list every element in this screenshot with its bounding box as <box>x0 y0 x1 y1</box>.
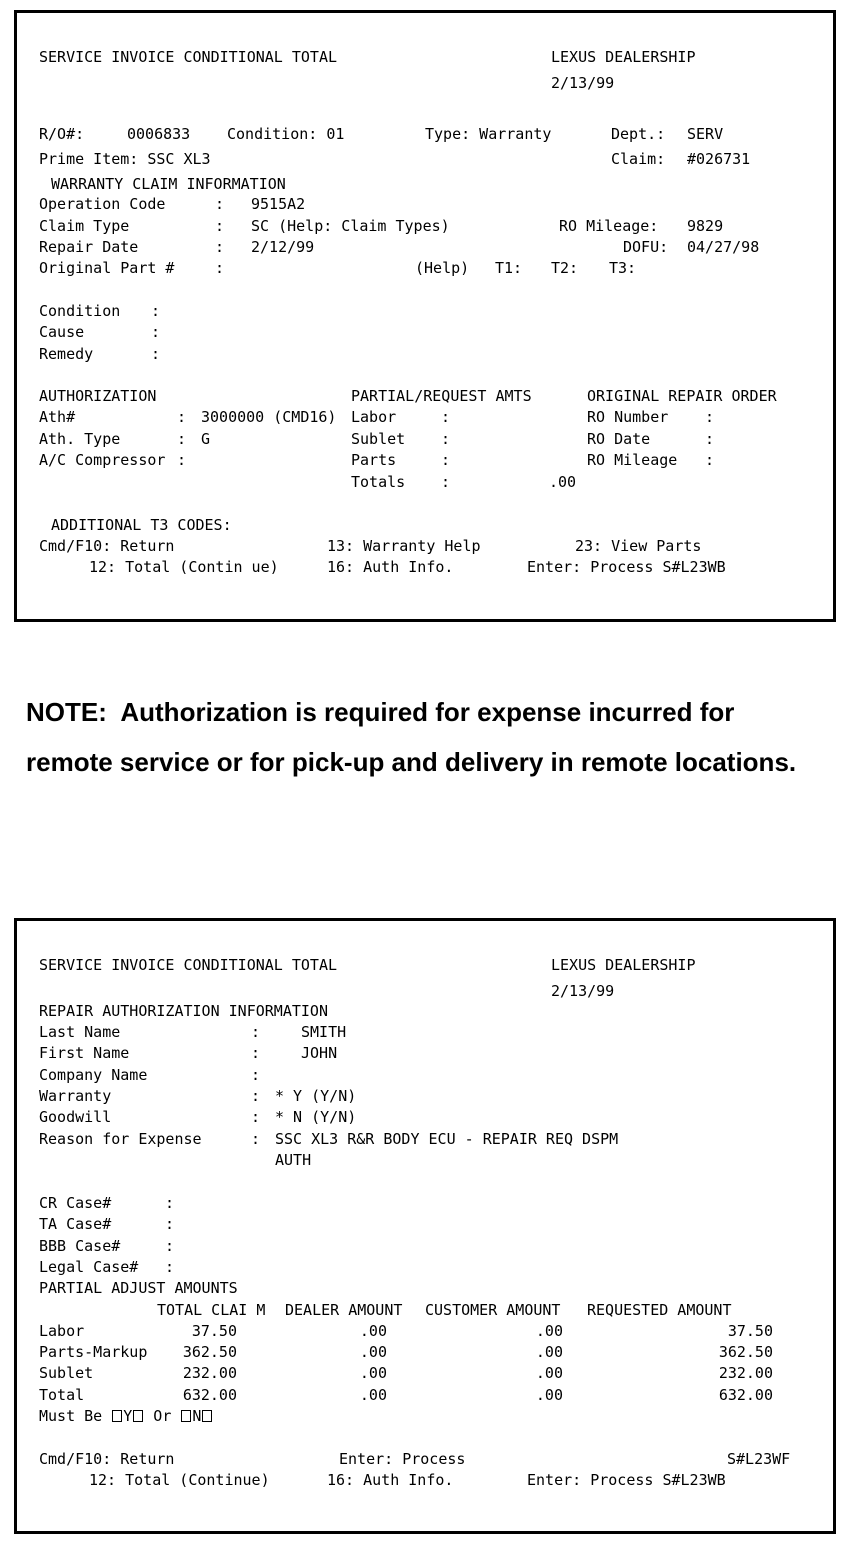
ro-number-field[interactable]: : <box>705 408 715 426</box>
repair-date-field[interactable]: 2/12/99 <box>251 238 315 256</box>
parts-label: Parts <box>351 451 397 469</box>
screen-title: SERVICE INVOICE CONDITIONAL TOTAL <box>39 956 338 974</box>
row-label: Labor <box>39 1322 85 1340</box>
t1-field[interactable]: T1: <box>495 259 523 277</box>
screen-id: S#L23WF <box>727 1450 791 1468</box>
remedy-field[interactable]: : <box>151 345 161 363</box>
authorization-header: AUTHORIZATION <box>39 387 157 405</box>
ta-case-field[interactable]: : <box>165 1215 175 1233</box>
legal-case-field[interactable]: : <box>165 1258 175 1276</box>
warranty-section-header: WARRANTY CLAIM INFORMATION <box>51 175 286 193</box>
company-name-label: Company Name <box>39 1066 148 1084</box>
customer-amount-cell[interactable]: .00 <box>535 1343 563 1361</box>
dealer-name: LEXUS DEALERSHIP <box>551 48 696 66</box>
totals-value: .00 <box>549 473 577 491</box>
dealer-amount-cell[interactable]: .00 <box>359 1343 387 1361</box>
dealer-amount-cell[interactable]: .00 <box>359 1322 387 1340</box>
ro-label: R/O#: <box>39 125 85 143</box>
totals-label: Totals <box>351 473 406 491</box>
return-command[interactable]: Cmd/F10: Return <box>39 537 175 555</box>
quote-box-icon <box>133 1410 143 1422</box>
dealer-amount-cell[interactable]: .00 <box>359 1364 387 1382</box>
total-claim-cell: 232.00 <box>182 1364 237 1382</box>
dealer-name: LEXUS DEALERSHIP <box>551 956 696 974</box>
condition-label: Condition <box>39 302 121 320</box>
warranty-label: Warranty <box>39 1087 112 1105</box>
ro-mileage-value: 9829 <box>687 217 724 235</box>
colon: : <box>251 1108 261 1126</box>
goodwill-label: Goodwill <box>39 1108 112 1126</box>
screen-date: 2/13/99 <box>551 982 615 1000</box>
claim-type-summary: Type: Warranty <box>425 125 552 143</box>
ro-value: 0006833 <box>127 125 191 143</box>
first-name-label: First Name <box>39 1044 130 1062</box>
colon: : <box>177 408 187 426</box>
quote-box-icon <box>112 1410 122 1422</box>
labor-field[interactable]: : <box>441 408 451 426</box>
view-parts-command[interactable]: 23: View Parts <box>575 537 702 555</box>
condition-field[interactable]: : <box>151 302 161 320</box>
dofu-value: 04/27/98 <box>687 238 760 256</box>
enter-process-command[interactable]: Enter: Process S#L23WB <box>527 1471 726 1489</box>
colon: : <box>215 238 225 256</box>
first-name-field[interactable]: JOHN <box>301 1044 338 1062</box>
warranty-field[interactable]: * Y (Y/N) <box>275 1087 357 1105</box>
dept-label: Dept.: <box>611 125 666 143</box>
quote-box-icon <box>181 1410 191 1422</box>
operation-code-label: Operation Code <box>39 195 166 213</box>
screen-title: SERVICE INVOICE CONDITIONAL TOTAL <box>39 48 338 66</box>
warranty-help-command[interactable]: 13: Warranty Help <box>327 537 481 555</box>
ro-mileage-label: RO Mileage: <box>559 217 659 235</box>
note-line-1: NOTE: Authorization is required for expense incurred for <box>26 697 735 727</box>
customer-amount-cell: .00 <box>535 1386 563 1404</box>
enter-process-command[interactable]: Enter: Process S#L23WB <box>527 558 726 576</box>
note-line-2: remote service or for pick-up and delivery in remote locations. <box>26 747 797 777</box>
cause-field[interactable]: : <box>151 323 161 341</box>
cr-case-label: CR Case# <box>39 1194 112 1212</box>
return-command[interactable]: Cmd/F10: Return <box>39 1450 175 1468</box>
claim-label: Claim: <box>611 150 666 168</box>
claim-number: #026731 <box>687 150 751 168</box>
reason-field[interactable]: SSC XL3 R&R BODY ECU - REPAIR REQ DSPM <box>275 1130 619 1148</box>
total-claim-cell: 37.50 <box>191 1322 237 1340</box>
column-header-customer-amount: CUSTOMER AMOUNT <box>425 1301 561 1319</box>
total-claim-cell: 362.50 <box>182 1343 237 1361</box>
reason-field-line-2[interactable]: AUTH <box>275 1151 312 1169</box>
labor-label: Labor <box>351 408 397 426</box>
total-claim-cell: 632.00 <box>182 1386 237 1404</box>
column-header-total-claim: TOTAL CLAI M <box>157 1301 266 1319</box>
repair-authorization-header: REPAIR AUTHORIZATION INFORMATION <box>39 1002 328 1020</box>
row-label: Sublet <box>39 1364 94 1382</box>
dealer-amount-cell: .00 <box>359 1386 387 1404</box>
reason-label: Reason for Expense <box>39 1130 202 1148</box>
ath-label: Ath# <box>39 408 76 426</box>
original-ro-header: ORIGINAL REPAIR ORDER <box>587 387 777 405</box>
condition-code: Condition: 01 <box>227 125 345 143</box>
repair-date-label: Repair Date <box>39 238 139 256</box>
screen-date: 2/13/99 <box>551 74 615 92</box>
ro-mileage-field[interactable]: : <box>705 451 715 469</box>
cause-label: Cause <box>39 323 85 341</box>
partial-request-header: PARTIAL/REQUEST AMTS <box>351 387 532 405</box>
total-continue-command[interactable]: 12: Total (Continue) <box>89 1471 270 1489</box>
t2-field[interactable]: T2: <box>551 259 579 277</box>
goodwill-field[interactable]: * N (Y/N) <box>275 1108 357 1126</box>
ro-date-field[interactable]: : <box>705 430 715 448</box>
y-text: Y <box>123 1407 133 1425</box>
ta-case-label: TA Case# <box>39 1215 112 1233</box>
bbb-case-field[interactable]: : <box>165 1237 175 1255</box>
ro-date-label: RO Date <box>587 430 651 448</box>
ath-number-field[interactable]: 3000000 (CMD16) <box>201 408 337 426</box>
ro-mileage-label: RO Mileage <box>587 451 678 469</box>
prime-item: Prime Item: SSC XL3 <box>39 150 211 168</box>
row-label: Parts-Markup <box>39 1343 148 1361</box>
ac-compressor-label: A/C Compressor <box>39 451 166 469</box>
validation-message <box>39 1407 213 1425</box>
total-continue-command[interactable]: 12: Total (Contin ue) <box>89 558 279 576</box>
column-header-requested-amount: REQUESTED AMOUNT <box>587 1301 732 1319</box>
ro-number-label: RO Number <box>587 408 669 426</box>
original-part-field[interactable]: : <box>215 259 225 277</box>
legal-case-label: Legal Case# <box>39 1258 139 1276</box>
dept-value: SERV <box>687 125 724 143</box>
row-label: Total <box>39 1386 85 1404</box>
auth-info-command[interactable]: 16: Auth Info. <box>327 1471 454 1489</box>
operation-code-field[interactable]: 9515A2 <box>251 195 306 213</box>
dofu-label: DOFU: <box>623 238 669 256</box>
claim-type-field[interactable]: SC (Help: Claim Types) <box>251 217 450 235</box>
requested-amount-cell: 232.00 <box>718 1364 773 1382</box>
original-part-label: Original Part # <box>39 259 175 277</box>
n-text: N <box>192 1407 202 1425</box>
partial-adjust-header: PARTIAL ADJUST AMOUNTS <box>39 1279 238 1297</box>
customer-amount-cell[interactable]: .00 <box>535 1322 563 1340</box>
column-header-dealer-amount: DEALER AMOUNT <box>285 1301 403 1319</box>
colon: : <box>215 195 225 213</box>
sublet-field[interactable]: : <box>441 430 451 448</box>
sublet-label: Sublet <box>351 430 406 448</box>
t3-field[interactable]: T3: <box>609 259 637 277</box>
colon: : <box>215 217 225 235</box>
colon: : <box>251 1023 261 1041</box>
colon: : <box>251 1044 261 1062</box>
last-name-label: Last Name <box>39 1023 121 1041</box>
colon: : <box>251 1130 261 1148</box>
remedy-label: Remedy <box>39 345 94 363</box>
claim-type-label: Claim Type <box>39 217 130 235</box>
repair-authorization-screen <box>14 918 836 1534</box>
requested-amount-cell: 632.00 <box>718 1386 773 1404</box>
cr-case-field[interactable]: : <box>165 1194 175 1212</box>
or-text: Or <box>144 1407 181 1425</box>
colon: : <box>251 1087 261 1105</box>
help-link[interactable]: (Help) <box>415 259 470 277</box>
requested-amount-cell: 37.50 <box>727 1322 773 1340</box>
colon: : <box>177 430 187 448</box>
company-name-field[interactable]: : <box>251 1066 261 1084</box>
bbb-case-label: BBB Case# <box>39 1237 121 1255</box>
warranty-claim-screen <box>14 10 836 622</box>
ac-compressor-field[interactable]: : <box>177 451 187 469</box>
requested-amount-cell: 362.50 <box>718 1343 773 1361</box>
enter-process-command[interactable]: Enter: Process <box>339 1450 466 1468</box>
customer-amount-cell[interactable]: .00 <box>535 1364 563 1382</box>
last-name-field[interactable]: SMITH <box>301 1023 347 1041</box>
must-be-text: Must Be <box>39 1407 112 1425</box>
quote-box-icon <box>202 1410 212 1422</box>
ath-type-field[interactable]: G <box>201 430 211 448</box>
parts-field[interactable]: : <box>441 451 451 469</box>
additional-t3-codes: ADDITIONAL T3 CODES: <box>51 516 232 534</box>
ath-type-label: Ath. Type <box>39 430 121 448</box>
colon: : <box>441 473 451 491</box>
auth-info-command[interactable]: 16: Auth Info. <box>327 558 454 576</box>
